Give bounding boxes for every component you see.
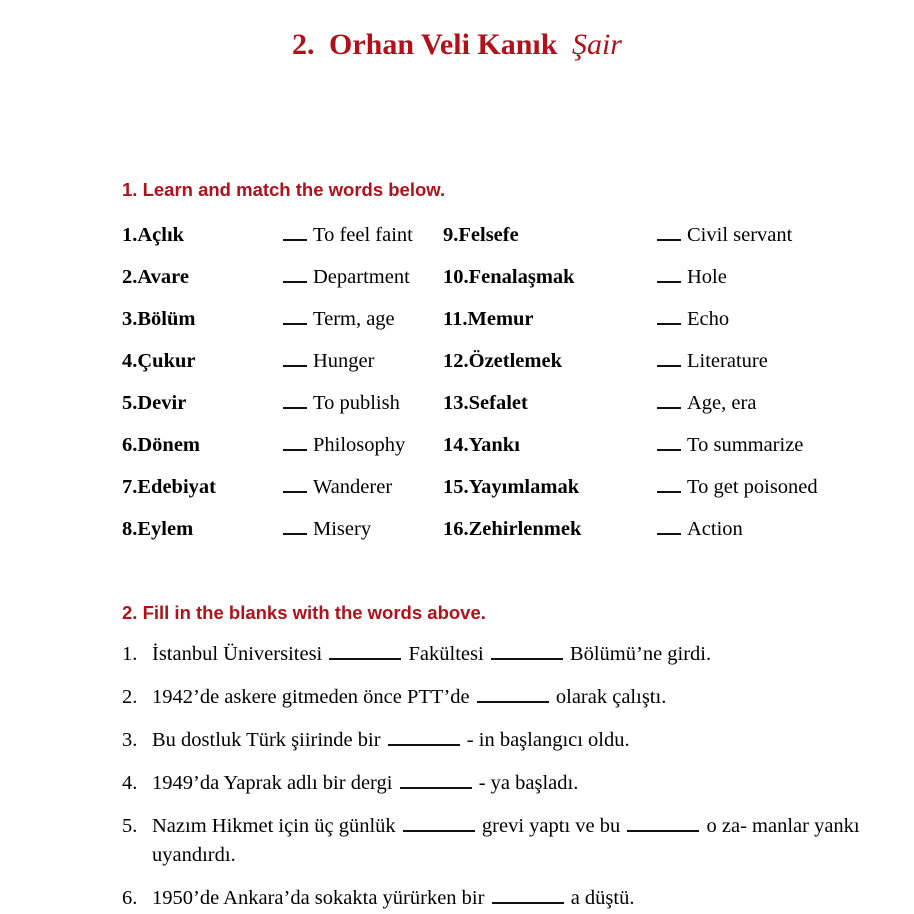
- match-word-left: [122, 263, 189, 291]
- page-title-name: Orhan Veli Kanık: [329, 28, 558, 61]
- definition-text: To publish: [313, 392, 400, 414]
- match-term: Memur: [467, 308, 534, 330]
- answer-blank[interactable]: [657, 393, 681, 409]
- match-item-number: 12.: [443, 350, 469, 372]
- answer-blank[interactable]: [283, 351, 307, 367]
- match-row: [122, 263, 882, 305]
- definition-text: Hole: [687, 266, 727, 288]
- match-item-number: 16.: [443, 518, 469, 540]
- match-term: Edebiyat: [137, 476, 216, 498]
- match-term: Açlık: [137, 224, 185, 246]
- answer-blank[interactable]: [657, 267, 681, 283]
- answer-blank[interactable]: [657, 435, 681, 451]
- page-title-number: 2.: [292, 28, 315, 61]
- match-item-number: 4.: [122, 350, 138, 372]
- sentence-fragment: 1949’da Yaprak adlı bir dergi: [152, 772, 398, 794]
- fill-in-item: [122, 640, 892, 669]
- match-row: [122, 515, 882, 557]
- fill-in-item: [122, 884, 892, 913]
- answer-blank[interactable]: [657, 519, 681, 535]
- exercise-1-heading: 1. Learn and match the words below.: [122, 179, 446, 200]
- match-term: Devir: [137, 392, 187, 414]
- answer-blank[interactable]: [283, 519, 307, 535]
- match-row: [122, 389, 882, 431]
- match-term: Felsefe: [458, 224, 519, 246]
- match-word-left: [122, 389, 186, 417]
- match-word-left: [122, 305, 195, 333]
- definition-text: Hunger: [313, 350, 375, 372]
- answer-blank[interactable]: [403, 816, 475, 832]
- match-word-right: [443, 515, 581, 543]
- match-item-number: 14.: [443, 434, 469, 456]
- sentence-fragment: 1942’de askere gitmeden önce PTT’de: [152, 686, 475, 708]
- sentence-fragment: Bu dostluk Türk şiirinde bir: [152, 729, 386, 751]
- fill-in-blanks-exercise: [122, 640, 892, 914]
- match-word-right: [443, 473, 579, 501]
- match-term: Eylem: [137, 518, 194, 540]
- sentence-fragment: o za-: [706, 815, 753, 837]
- match-definition-left[interactable]: [283, 347, 374, 375]
- match-term: Yayımlamak: [468, 476, 580, 498]
- match-word-left: [122, 431, 200, 459]
- match-item-number: 9.: [443, 224, 459, 246]
- match-definition-right[interactable]: [657, 347, 768, 375]
- fill-item-text: [152, 769, 892, 798]
- fill-item-number: 4.: [122, 772, 138, 794]
- matching-exercise: [122, 221, 882, 557]
- answer-blank[interactable]: [657, 351, 681, 367]
- match-definition-right[interactable]: [657, 221, 792, 249]
- match-definition-right[interactable]: [657, 431, 803, 459]
- match-definition-right[interactable]: [657, 515, 743, 543]
- match-term: Özetlemek: [468, 350, 562, 372]
- answer-blank[interactable]: [283, 477, 307, 493]
- definition-text: To summarize: [687, 434, 804, 456]
- match-term: Bölüm: [137, 308, 196, 330]
- answer-blank[interactable]: [657, 309, 681, 325]
- match-item-number: 2.: [122, 266, 138, 288]
- answer-blank[interactable]: [283, 393, 307, 409]
- match-item-number: 13.: [443, 392, 469, 414]
- match-item-number: 10.: [443, 266, 469, 288]
- answer-blank[interactable]: [283, 225, 307, 241]
- sentence-fragment: manlar yankı uyandırdı.: [152, 815, 860, 866]
- match-definition-left[interactable]: [283, 221, 413, 249]
- answer-blank[interactable]: [657, 477, 681, 493]
- match-definition-left[interactable]: [283, 515, 371, 543]
- match-definition-right[interactable]: [657, 305, 729, 333]
- fill-in-item: [122, 683, 892, 712]
- page-title: [0, 26, 914, 64]
- fill-item-text: [152, 812, 892, 870]
- sentence-fragment: a düştü.: [570, 887, 635, 909]
- definition-text: Action: [687, 518, 743, 540]
- fill-item-number: 5.: [122, 815, 138, 837]
- match-word-right: [443, 305, 534, 333]
- definition-text: Term, age: [313, 308, 395, 330]
- answer-blank[interactable]: [283, 435, 307, 451]
- fill-item-text: [152, 640, 892, 669]
- definition-text: Echo: [687, 308, 730, 330]
- definition-text: Age, era: [687, 392, 757, 414]
- definition-text: To get poisoned: [687, 476, 818, 498]
- fill-in-item: [122, 726, 892, 755]
- sentence-fragment: - in başlangıcı oldu.: [466, 729, 630, 751]
- sentence-fragment: Nazım Hikmet için üç günlük: [152, 815, 401, 837]
- match-definition-left[interactable]: [283, 305, 395, 333]
- fill-item-number: 2.: [122, 686, 138, 708]
- match-term: Fenalaşmak: [468, 266, 575, 288]
- sentence-fragment: Bölümü’ne girdi.: [569, 643, 712, 665]
- match-word-right: [443, 347, 562, 375]
- match-item-number: 15.: [443, 476, 469, 498]
- answer-blank[interactable]: [491, 644, 563, 660]
- fill-item-text: [152, 683, 892, 712]
- definition-text: Wanderer: [313, 476, 393, 498]
- match-item-number: 3.: [122, 308, 138, 330]
- match-term: Zehirlenmek: [468, 518, 582, 540]
- fill-in-item: [122, 769, 892, 798]
- match-definition-left[interactable]: [283, 431, 405, 459]
- match-row: [122, 473, 882, 515]
- match-definition-left[interactable]: [283, 473, 392, 501]
- fill-item-number: 3.: [122, 729, 138, 751]
- match-item-number: 7.: [122, 476, 138, 498]
- fill-item-text: [152, 884, 892, 913]
- definition-text: Misery: [313, 518, 372, 540]
- match-definition-right[interactable]: [657, 389, 756, 417]
- answer-blank[interactable]: [329, 644, 401, 660]
- match-term: Yankı: [468, 434, 520, 456]
- fill-item-number: 1.: [122, 643, 138, 665]
- match-word-left: [122, 347, 195, 375]
- match-term: Avare: [137, 266, 189, 288]
- fill-in-item: [122, 812, 892, 870]
- match-item-number: 6.: [122, 434, 138, 456]
- fill-item-text: [152, 726, 892, 755]
- sentence-fragment: grevi yaptı ve bu: [481, 815, 626, 837]
- match-definition-left[interactable]: [283, 263, 410, 291]
- exercise-2-heading: 2. Fill in the blanks with the words above.: [122, 602, 486, 623]
- match-term: Çukur: [137, 350, 196, 372]
- match-word-left: [122, 221, 184, 249]
- fill-item-number: 6.: [122, 887, 138, 909]
- answer-blank[interactable]: [477, 687, 549, 703]
- match-definition-right[interactable]: [657, 263, 727, 291]
- match-item-number: 11.: [443, 308, 468, 330]
- match-row: [122, 221, 882, 263]
- definition-text: Civil servant: [687, 224, 793, 246]
- sentence-fragment: İstanbul Üniversitesi: [152, 643, 328, 665]
- match-definition-right[interactable]: [657, 473, 818, 501]
- answer-blank[interactable]: [283, 267, 307, 283]
- answer-blank[interactable]: [388, 730, 460, 746]
- sentence-fragment: Fakültesi: [408, 643, 489, 665]
- answer-blank[interactable]: [627, 816, 699, 832]
- match-word-right: [443, 263, 575, 291]
- match-word-right: [443, 431, 520, 459]
- answer-blank[interactable]: [657, 225, 681, 241]
- match-definition-left[interactable]: [283, 389, 400, 417]
- definition-text: Literature: [687, 350, 768, 372]
- match-row: [122, 347, 882, 389]
- answer-blank[interactable]: [283, 309, 307, 325]
- page-title-role: Şair: [571, 28, 622, 61]
- match-item-number: 1.: [122, 224, 138, 246]
- match-row: [122, 305, 882, 347]
- match-row: [122, 431, 882, 473]
- match-word-left: [122, 473, 216, 501]
- match-term: Dönem: [137, 434, 201, 456]
- answer-blank[interactable]: [492, 888, 564, 904]
- match-term: Sefalet: [468, 392, 528, 414]
- match-word-right: [443, 389, 528, 417]
- sentence-fragment: - ya başladı.: [478, 772, 579, 794]
- match-item-number: 5.: [122, 392, 138, 414]
- sentence-fragment: olarak çalıştı.: [555, 686, 667, 708]
- definition-text: Department: [313, 266, 410, 288]
- sentence-fragment: 1950’de Ankara’da sokakta yürürken bir: [152, 887, 490, 909]
- match-word-left: [122, 515, 193, 543]
- match-item-number: 8.: [122, 518, 138, 540]
- definition-text: To feel faint: [313, 224, 413, 246]
- match-word-right: [443, 221, 519, 249]
- definition-text: Philosophy: [313, 434, 406, 456]
- answer-blank[interactable]: [400, 773, 472, 789]
